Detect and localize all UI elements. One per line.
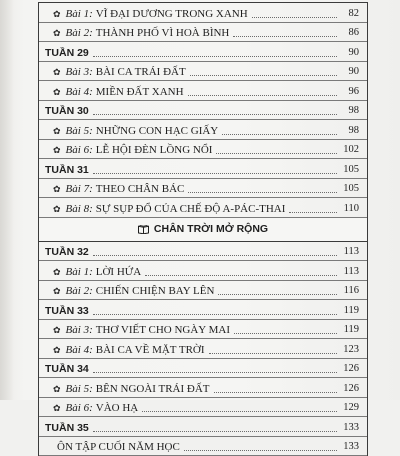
flower-icon: ✿ — [53, 184, 61, 195]
lesson-title: ÔN TẬP CUỐI NĂM HỌC — [57, 441, 180, 453]
toc-week-row — [39, 159, 367, 179]
flower-icon: ✿ — [53, 126, 61, 137]
flower-icon: ✿ — [53, 145, 61, 156]
toc-lesson-row — [39, 140, 367, 160]
lesson-title: VĨ ĐẠI DƯƠNG TRONG XANH — [96, 8, 248, 20]
dot-leader — [93, 254, 337, 256]
open-book-icon — [138, 225, 149, 233]
toc-lesson-row — [39, 398, 367, 418]
lesson-number: Bài 7: — [66, 183, 93, 195]
table-of-contents — [38, 2, 368, 456]
toc-entry-title-group — [39, 27, 229, 39]
toc-week-row — [39, 359, 367, 379]
lesson-title: THÀNH PHỐ VÌ HOÀ BÌNH — [96, 27, 230, 39]
toc-lesson-row — [39, 3, 367, 23]
dot-leader — [234, 332, 337, 334]
dot-leader — [190, 74, 337, 76]
dot-leader — [233, 35, 337, 37]
dot-leader — [93, 371, 337, 373]
flower-icon: ✿ — [53, 28, 61, 39]
week-label: TUẦN 30 — [45, 105, 89, 117]
lesson-number: Bài 1: — [66, 8, 93, 20]
toc-entry-title-group — [39, 402, 138, 414]
page-number: 123 — [339, 344, 367, 356]
flower-icon: ✿ — [53, 204, 61, 215]
toc-lesson-row — [39, 23, 367, 43]
page-number: 90 — [339, 47, 367, 59]
page-number: 113 — [339, 246, 367, 258]
lesson-title: BÀI CA TRÁI ĐẤT — [96, 66, 186, 78]
dot-leader — [93, 113, 337, 115]
page-number: 86 — [339, 27, 367, 39]
dot-leader — [216, 152, 337, 154]
page-gutter-shadow — [0, 0, 14, 400]
lesson-title: LỄ HỘI ĐÈN LỒNG NỔI — [96, 144, 213, 156]
toc-entry-title-group — [39, 266, 141, 278]
toc-lesson-row — [39, 62, 367, 82]
lesson-title: SỰ SỤP ĐỔ CỦA CHẾ ĐỘ A-PÁC-THAI — [96, 203, 286, 215]
lesson-number: Bài 8: — [66, 203, 93, 215]
lesson-number: Bài 2: — [66, 285, 93, 297]
lesson-number: Bài 3: — [66, 66, 93, 78]
toc-entry-title-group — [39, 203, 285, 215]
flower-icon: ✿ — [53, 67, 61, 78]
dot-leader — [214, 391, 337, 393]
lesson-number: Bài 2: — [66, 27, 93, 39]
dot-leader — [142, 410, 337, 412]
dot-leader — [93, 430, 337, 432]
toc-entry-title-group — [39, 441, 180, 453]
week-label: TUẦN 35 — [45, 422, 89, 434]
lesson-title: NHỮNG CON HẠC GIẤY — [96, 125, 219, 137]
flower-icon: ✿ — [53, 403, 61, 414]
dot-leader — [184, 449, 337, 451]
lesson-title: LỜI HỨA — [96, 266, 142, 278]
toc-week-row — [39, 101, 367, 121]
toc-entry-title-group — [39, 183, 184, 195]
page-number: 90 — [339, 66, 367, 78]
toc-lesson-row — [39, 339, 367, 359]
dot-leader — [222, 133, 337, 135]
page-number: 126 — [339, 363, 367, 375]
dot-leader — [93, 172, 337, 174]
toc-week-row — [39, 242, 367, 262]
dot-leader — [289, 211, 337, 213]
page-number: 119 — [339, 305, 367, 317]
flower-icon: ✿ — [53, 345, 61, 356]
page-number: 102 — [339, 144, 367, 156]
dot-leader — [218, 293, 337, 295]
toc-group-extension — [39, 242, 367, 456]
toc-entry-title-group — [39, 164, 89, 176]
section-heading — [39, 218, 367, 242]
toc-week-row — [39, 42, 367, 62]
dot-leader — [188, 94, 337, 96]
toc-lesson-row — [39, 320, 367, 340]
toc-group-main — [39, 3, 367, 218]
toc-entry-title-group — [39, 363, 89, 375]
flower-icon: ✿ — [53, 286, 61, 297]
flower-icon: ✿ — [53, 87, 61, 98]
toc-lesson-row — [39, 179, 367, 199]
toc-entry-title-group — [39, 285, 214, 297]
page-number: 105 — [339, 164, 367, 176]
toc-lesson-row — [39, 120, 367, 140]
page-number: 82 — [339, 8, 367, 20]
lesson-title: VÀO HẠ — [96, 402, 138, 414]
lesson-title: CHIẾN CHIỆN BAY LÊN — [96, 285, 215, 297]
week-label: TUẦN 31 — [45, 164, 89, 176]
page-number: 129 — [339, 402, 367, 414]
dot-leader — [93, 313, 337, 315]
toc-entry-title-group — [39, 305, 89, 317]
lesson-number: Bài 6: — [66, 402, 93, 414]
section-title: CHÂN TRỜI MỞ RỘNG — [154, 223, 268, 235]
flower-icon: ✿ — [53, 384, 61, 395]
flower-icon: ✿ — [53, 267, 61, 278]
lesson-title: THƠ VIẾT CHO NGÀY MAI — [96, 324, 230, 336]
toc-entry-title-group — [39, 125, 218, 137]
lesson-number: Bài 4: — [66, 86, 93, 98]
toc-lesson-row — [39, 81, 367, 101]
lesson-title: BÊN NGOÀI TRÁI ĐẤT — [96, 383, 210, 395]
toc-lesson-row — [39, 198, 367, 218]
lesson-title: BÀI CA VỀ MẶT TRỜI — [96, 344, 205, 356]
week-label: TUẦN 33 — [45, 305, 89, 317]
dot-leader — [93, 55, 337, 57]
page-number: 96 — [339, 86, 367, 98]
toc-entry-title-group — [39, 66, 186, 78]
toc-entry-title-group — [39, 144, 212, 156]
toc-entry-title-group — [39, 383, 210, 395]
page-number: 98 — [339, 125, 367, 137]
flower-icon: ✿ — [53, 9, 61, 20]
page-number: 119 — [339, 324, 367, 336]
page-number: 98 — [339, 105, 367, 117]
lesson-number: Bài 5: — [66, 125, 93, 137]
lesson-title: MIỀN ĐẤT XANH — [96, 86, 184, 98]
week-label: TUẦN 29 — [45, 47, 89, 59]
toc-review-row — [39, 437, 367, 456]
page-number: 105 — [339, 183, 367, 195]
lesson-title: THEO CHÂN BÁC — [96, 183, 185, 195]
lesson-number: Bài 4: — [66, 344, 93, 356]
dot-leader — [252, 16, 337, 18]
toc-lesson-row — [39, 378, 367, 398]
toc-week-row — [39, 300, 367, 320]
week-label: TUẦN 34 — [45, 363, 89, 375]
toc-entry-title-group — [39, 422, 89, 434]
toc-entry-title-group — [39, 105, 89, 117]
lesson-number: Bài 1: — [66, 266, 93, 278]
page-number: 133 — [339, 422, 367, 434]
toc-entry-title-group — [39, 324, 230, 336]
toc-week-row — [39, 417, 367, 437]
page-number: 126 — [339, 383, 367, 395]
toc-lesson-row — [39, 261, 367, 281]
page-number: 116 — [339, 285, 367, 297]
week-label: TUẦN 32 — [45, 246, 89, 258]
lesson-number: Bài 6: — [66, 144, 93, 156]
toc-entry-title-group — [39, 344, 205, 356]
toc-entry-title-group — [39, 246, 89, 258]
toc-entry-title-group — [39, 8, 248, 20]
page-number: 133 — [339, 441, 367, 453]
toc-entry-title-group — [39, 86, 184, 98]
dot-leader — [188, 191, 337, 193]
page-number: 110 — [339, 203, 367, 215]
lesson-number: Bài 5: — [66, 383, 93, 395]
lesson-number: Bài 3: — [66, 324, 93, 336]
dot-leader — [145, 274, 337, 276]
flower-icon: ✿ — [53, 325, 61, 336]
dot-leader — [209, 352, 337, 354]
toc-entry-title-group — [39, 47, 89, 59]
page-number: 113 — [339, 266, 367, 278]
toc-lesson-row — [39, 281, 367, 301]
